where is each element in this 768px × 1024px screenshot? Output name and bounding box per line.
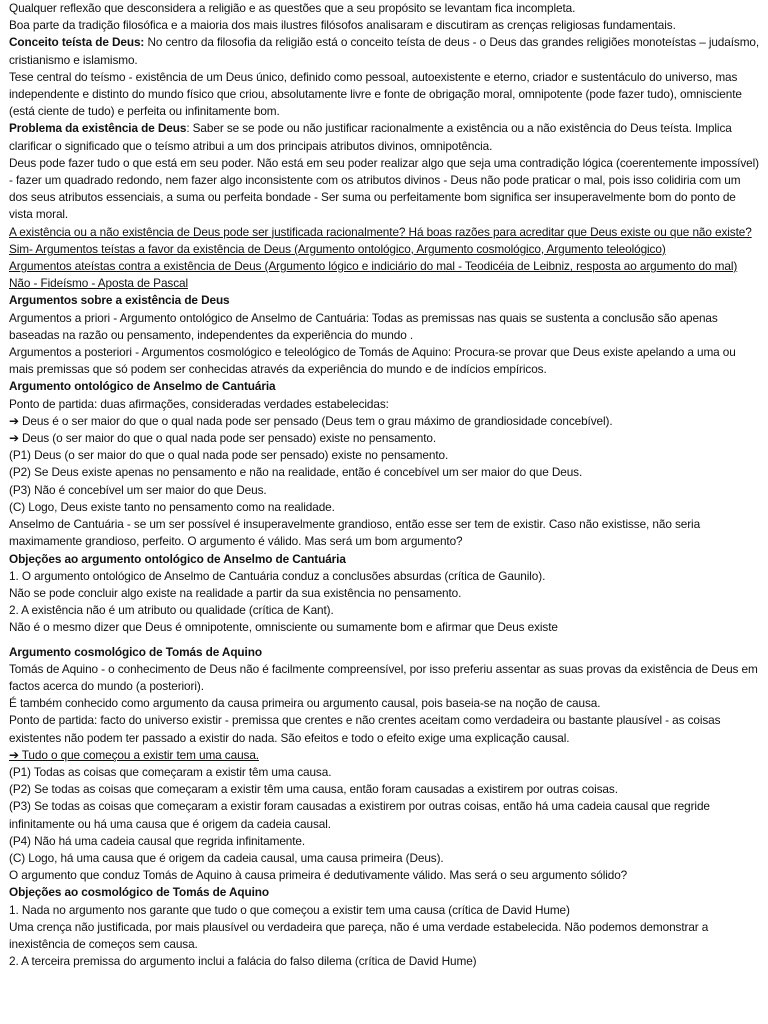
paragraph xyxy=(9,310,762,344)
paragraph-text: Sim- Argumentos teístas a favor da existência de Deus (Argumento ontológico, Argumento cosmológico, Argumento teleológico) xyxy=(9,241,666,256)
paragraph xyxy=(9,258,762,275)
paragraph xyxy=(9,120,762,154)
paragraph xyxy=(9,781,762,798)
paragraph xyxy=(9,798,762,832)
section-heading xyxy=(9,551,762,568)
paragraph xyxy=(9,712,762,746)
paragraph-text: Uma crença não justificada, por mais plausível ou verdadeira que pareça, não é uma verdade estabelecida. Não podemos demonstrar a inexistência de começos sem causa. xyxy=(9,919,709,951)
paragraph-bold-lead: Argumentos sobre a existência de Deus xyxy=(9,293,230,308)
paragraph-bold-lead: Problema da existência de Deus xyxy=(9,121,187,136)
paragraph xyxy=(9,34,762,68)
paragraph xyxy=(9,516,762,550)
paragraph xyxy=(9,568,762,585)
paragraph-bold-lead: Conceito teísta de Deus: xyxy=(9,35,145,50)
paragraph xyxy=(9,602,762,619)
paragraph xyxy=(9,850,762,867)
paragraph-text: (P3) Não é concebível um ser maior do que Deus. xyxy=(9,482,267,497)
paragraph xyxy=(9,430,762,447)
paragraph xyxy=(9,747,762,764)
paragraph-text: : Saber se se pode ou não justificar racionalmente a existência ou a não existência do Deus teísta. Implica clarificar o significado que o teísmo atribui a um dos principais atributos divinos, omnipotência. xyxy=(9,121,732,153)
paragraph-text: Ponto de partida: duas afirmações, consideradas verdades estabelecidas: xyxy=(9,396,389,411)
paragraph-text: Tomás de Aquino - o conhecimento de Deus não é facilmente compreensível, por isso preferiu assentar as suas provas da existência de Deus em factos acerca do mundo (a posteriori). xyxy=(9,661,758,693)
section-heading xyxy=(9,378,762,395)
paragraph xyxy=(9,224,762,241)
paragraph-text: (P4) Não há uma cadeia causal que regrida infinitamente. xyxy=(9,833,306,848)
paragraph-text: ➔ Deus (o ser maior do que o qual nada pode ser pensado) existe no pensamento. xyxy=(9,431,437,446)
paragraph-text: 2. A existência não é um atributo ou qualidade (crítica de Kant). xyxy=(9,603,334,618)
paragraph-text: ➔ Deus é o ser maior do que o qual nada pode ser pensado (Deus tem o grau máximo de grandiosidade concebível). xyxy=(9,413,613,428)
paragraph xyxy=(9,953,762,970)
paragraph-text: A existência ou a não existência de Deus pode ser justificada racionalmente? Há boas razões para acreditar que Deus existe ou que não existe? xyxy=(9,224,752,239)
paragraph xyxy=(9,0,762,17)
paragraph-text: 1. O argumento ontológico de Anselmo de Cantuária conduz a conclusões absurdas (crítica de Gaunilo). xyxy=(9,568,546,583)
paragraph xyxy=(9,17,762,34)
paragraph xyxy=(9,499,762,516)
paragraph xyxy=(9,241,762,258)
paragraph xyxy=(9,585,762,602)
paragraph-text: (P2) Se todas as coisas que começaram a existir têm uma causa, então foram causadas a existirem por outras coisas. xyxy=(9,782,618,797)
section-heading xyxy=(9,292,762,309)
paragraph xyxy=(9,464,762,481)
paragraph-text: Anselmo de Cantuária - se um ser possível é insuperavelmente grandioso, então esse ser tem de existir. Caso não existisse, não seria maximamente grandioso, perfeito. O argumento é válido. Mas será um bom argumento? xyxy=(9,517,701,549)
paragraph-text: ➔ Tudo o que começou a existir tem uma causa. xyxy=(9,747,259,762)
paragraph-text: Qualquer reflexão que desconsidera a religião e as questões que a seu propósito se levantam fica incompleta. xyxy=(9,1,576,15)
paragraph xyxy=(9,344,762,378)
paragraph-text: Ponto de partida: facto do universo existir - premissa que crentes e não crentes aceitam como verdadeira ou bastante plausível - as coisas existentes não podem ter passado a existir do nada. São efeitos e todo o efeito exige uma explicação causal. xyxy=(9,713,721,745)
paragraph-text: Argumentos a posteriori - Argumentos cosmológico e teleológico de Tomás de Aquino: Procura-se provar que Deus existe apelando a uma ou mais premissas que só podem ser conhecidas através da experiência do mundo e de indícios empíricos. xyxy=(9,345,736,377)
paragraph-text: Argumentos ateístas contra a existência de Deus (Argumento lógico e indiciário do mal - Teodicéia de Leibniz, resposta ao argumento do mal) xyxy=(9,259,738,274)
paragraph-text: Não - Fideísmo - Aposta de Pascal xyxy=(9,276,188,291)
paragraph xyxy=(9,69,762,121)
paragraph-text: 2. A terceira premissa do argumento inclui a falácia do falso dilema (crítica de David Hume) xyxy=(9,954,477,969)
paragraph-text: Não é o mesmo dizer que Deus é omnipotente, omnisciente ou sumamente bom e afirmar que Deus existe xyxy=(9,620,558,635)
paragraph-gap xyxy=(9,637,762,644)
paragraph xyxy=(9,155,762,224)
paragraph xyxy=(9,661,762,695)
paragraph xyxy=(9,919,762,953)
paragraph xyxy=(9,764,762,781)
paragraph-text: Argumentos a priori - Argumento ontológico de Anselmo de Cantuária: Todas as premissas nas quais se sustenta a conclusão são apenas baseadas na razão ou pensamento, independentes da experiência do mundo . xyxy=(9,310,718,342)
paragraph-text: 1. Nada no argumento nos garante que tudo o que começou a existir tem uma causa (crítica de David Hume) xyxy=(9,902,570,917)
paragraph-text: Deus pode fazer tudo o que está em seu poder. Não está em seu poder realizar algo que seja uma contradição lógica (coerentemente impossível) - fazer um quadrado redondo, nem fazer algo inconsistente com os atributos divinos - Deus não pode praticar o mal, pois isso colidiria com um dos seus atributos essenciais, a suma ou perfeita bondade - Ser suma ou perfeitamente bom significa ser insuperavelmente bom do ponto de vista moral. xyxy=(9,155,759,222)
paragraph xyxy=(9,275,762,292)
paragraph xyxy=(9,482,762,499)
paragraph-bold-lead: Objeções ao cosmológico de Tomás de Aquino xyxy=(9,885,269,900)
paragraph-text: Tese central do teísmo - existência de um Deus único, definido como pessoal, autoexistente e eterno, criador e sustentáculo do universo, mas independente e distinto do mundo físico que criou, absolutamente livre e fonte de obrigação moral, omnipotente (pode fazer tudo), omnisciente (está ciente de tudo) e perfeita ou infinitamente bom. xyxy=(9,69,742,119)
paragraph-text: (C) Logo, Deus existe tanto no pensamento como na realidade. xyxy=(9,499,335,514)
paragraph xyxy=(9,413,762,430)
section-heading xyxy=(9,884,762,901)
paragraph xyxy=(9,695,762,712)
section-heading xyxy=(9,644,762,661)
paragraph-text: (C) Logo, há uma causa que é origem da cadeia causal, uma causa primeira (Deus). xyxy=(9,850,444,865)
paragraph-bold-lead: Objeções ao argumento ontológico de Anselmo de Cantuária xyxy=(9,551,346,566)
paragraph-text: Não se pode concluir algo existe na realidade a partir da sua existência no pensamento. xyxy=(9,585,462,600)
paragraph-text: (P1) Todas as coisas que começaram a existir têm uma causa. xyxy=(9,764,332,779)
paragraph-text: No centro da filosofia da religião está o conceito teísta de deus - o Deus das grandes religiões monoteístas – judaísmo, cristianismo e islamismo. xyxy=(9,35,760,67)
paragraph xyxy=(9,396,762,413)
paragraph-text: O argumento que conduz Tomás de Aquino à causa primeira é dedutivamente válido. Mas será o seu argumento sólido? xyxy=(9,868,628,883)
paragraph xyxy=(9,902,762,919)
paragraph xyxy=(9,447,762,464)
paragraph xyxy=(9,619,762,636)
paragraph-bold-lead: Argumento ontológico de Anselmo de Cantuária xyxy=(9,379,276,394)
paragraph-text: (P3) Se todas as coisas que começaram a existir foram causadas a existirem por outras coisas, então há uma cadeia causal que regride infinitamente ou há uma causa que é origem da cadeia causal. xyxy=(9,799,710,831)
paragraph xyxy=(9,867,762,884)
paragraph-text: (P2) Se Deus existe apenas no pensamento e não na realidade, então é concebível um ser maior do que Deus. xyxy=(9,465,583,480)
paragraph xyxy=(9,833,762,850)
paragraph-text: Boa parte da tradição filosófica e a maioria dos mais ilustres filósofos analisaram e discutiram as crenças religiosas fundamentais. xyxy=(9,18,676,33)
paragraph-text: É também conhecido como argumento da causa primeira ou argumento causal, pois baseia-se na noção de causa. xyxy=(9,696,601,711)
paragraph-text: (P1) Deus (o ser maior do que o qual nada pode ser pensado) existe no pensamento. xyxy=(9,448,449,463)
paragraph-bold-lead: Argumento cosmológico de Tomás de Aquino xyxy=(9,644,262,659)
